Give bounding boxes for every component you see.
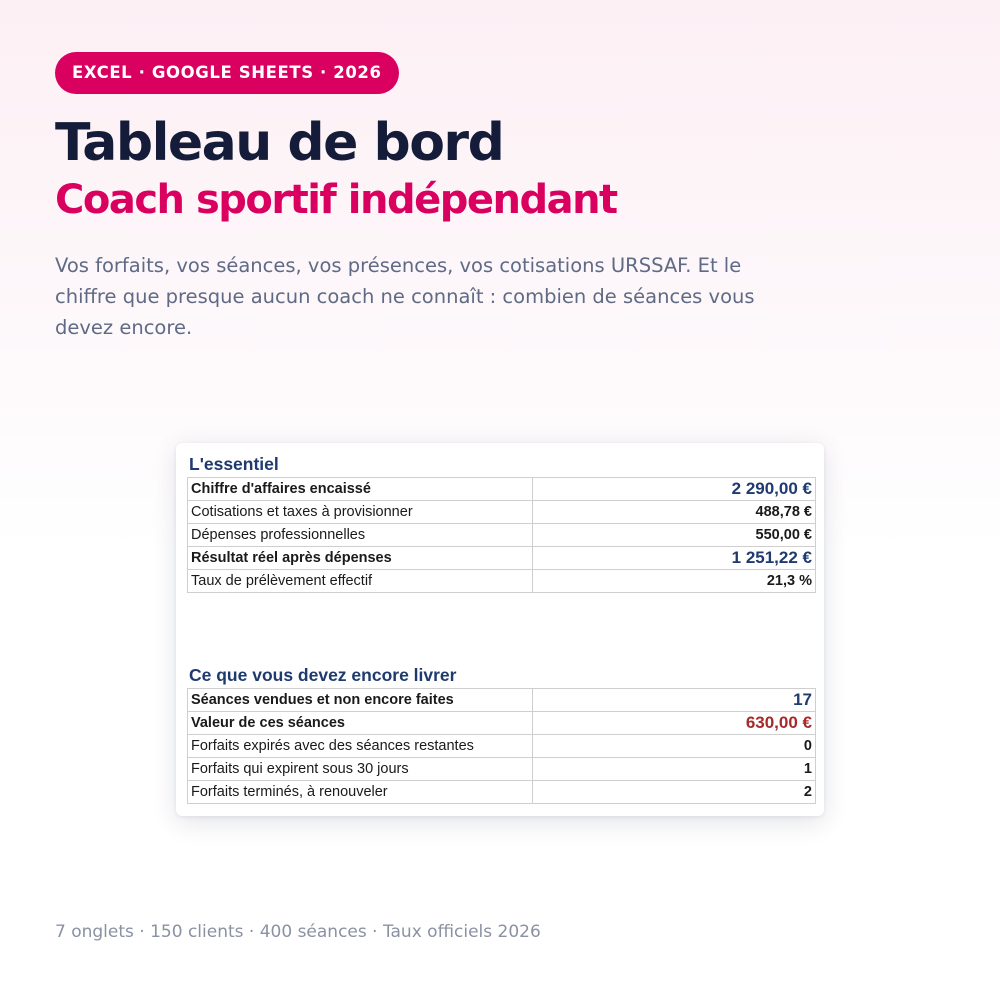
table-row bbox=[188, 570, 816, 593]
page-subtitle: Coach sportif indépendant bbox=[55, 177, 617, 223]
row-value: 630,00 € bbox=[533, 712, 816, 735]
row-value: 0 bbox=[533, 735, 816, 758]
spreadsheet-preview-card bbox=[176, 443, 824, 816]
intro-paragraph: Vos forfaits, vos séances, vos présences, vos cotisations URSSAF. Et le chiffre que presque aucun coach ne connaît : combien de séances vous devez encore. bbox=[55, 254, 755, 339]
table-row bbox=[188, 524, 816, 547]
row-value: 2 290,00 € bbox=[533, 478, 816, 501]
table-row bbox=[188, 735, 816, 758]
row-label: Dépenses professionnelles bbox=[188, 524, 533, 547]
row-label: Taux de prélèvement effectif bbox=[188, 570, 533, 593]
footer-stats: 7 onglets · 150 clients · 400 séances · Taux officiels 2026 bbox=[55, 922, 541, 942]
table-row bbox=[188, 781, 816, 804]
livrer-table bbox=[187, 688, 816, 804]
row-value: 21,3 % bbox=[533, 570, 816, 593]
table-row bbox=[188, 758, 816, 781]
row-value: 1 251,22 € bbox=[533, 547, 816, 570]
row-value: 2 bbox=[533, 781, 816, 804]
table-row bbox=[188, 501, 816, 524]
row-label: Forfaits terminés, à renouveler bbox=[188, 781, 533, 804]
table-row bbox=[188, 478, 816, 501]
row-value: 488,78 € bbox=[533, 501, 816, 524]
row-value: 1 bbox=[533, 758, 816, 781]
row-value: 17 bbox=[533, 689, 816, 712]
row-label: Cotisations et taxes à provisionner bbox=[188, 501, 533, 524]
row-label: Chiffre d'affaires encaissé bbox=[188, 478, 533, 501]
section-title-essentiel: L'essentiel bbox=[189, 454, 279, 474]
row-label: Résultat réel après dépenses bbox=[188, 547, 533, 570]
category-badge: EXCEL · GOOGLE SHEETS · 2026 bbox=[55, 52, 399, 94]
table-row bbox=[188, 547, 816, 570]
page-title: Tableau de bord bbox=[55, 113, 504, 173]
row-label: Valeur de ces séances bbox=[188, 712, 533, 735]
table-row bbox=[188, 689, 816, 712]
row-value: 550,00 € bbox=[533, 524, 816, 547]
essentiel-table bbox=[187, 477, 816, 593]
section-title-livrer: Ce que vous devez encore livrer bbox=[189, 665, 457, 685]
table-row bbox=[188, 712, 816, 735]
row-label: Séances vendues et non encore faites bbox=[188, 689, 533, 712]
row-label: Forfaits expirés avec des séances restantes bbox=[188, 735, 533, 758]
row-label: Forfaits qui expirent sous 30 jours bbox=[188, 758, 533, 781]
